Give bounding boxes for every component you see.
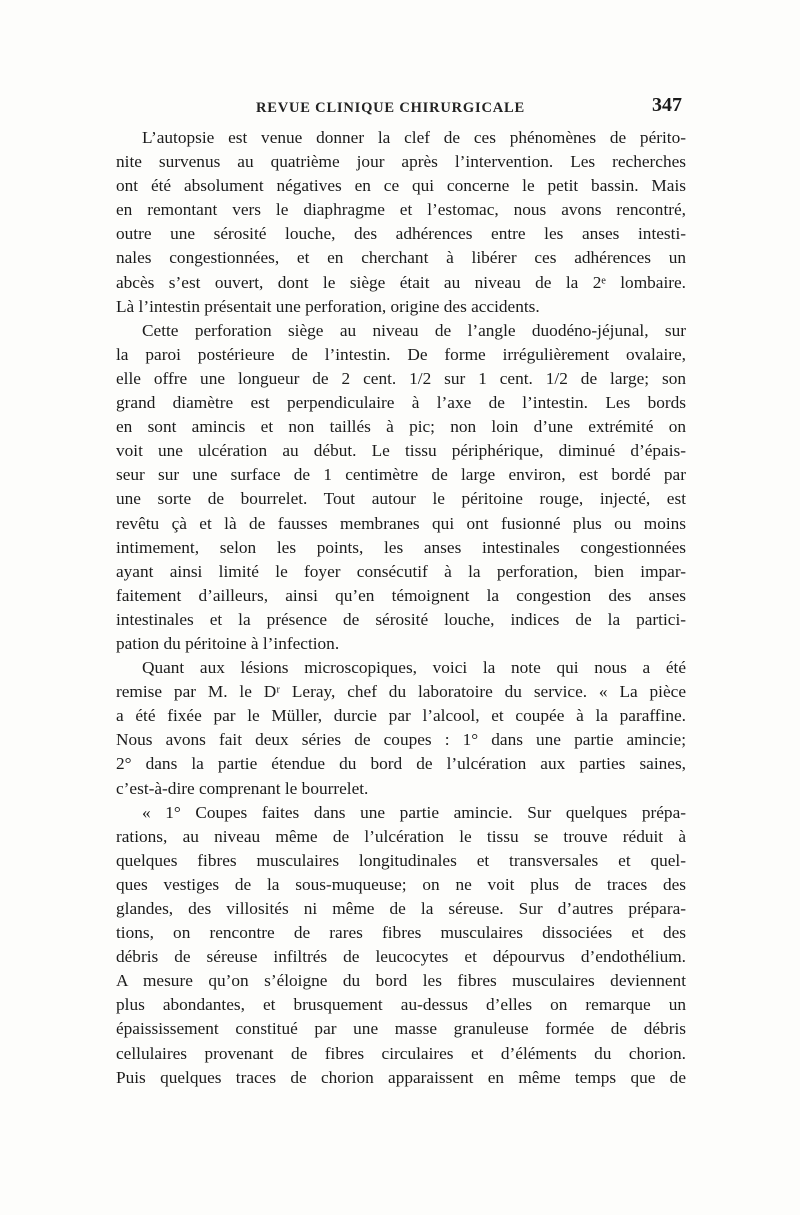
text-line: L’autopsie est venue donner la clef de ces phénomènes de périto- (142, 128, 686, 147)
text-line: A mesure qu’on s’éloigne du bord les fibres musculaires deviennent (116, 971, 686, 991)
text-line: débris de séreuse infiltrés de leucocytes et dépourvus d’endothélium. (116, 947, 686, 967)
page-number: 347 (652, 94, 682, 116)
text-line: voit une ulcération au début. Le tissu périphérique, diminué d’épais- (116, 441, 686, 461)
text-line: ques vestiges de la sous-muqueuse; on ne voit plus de traces des (116, 874, 686, 894)
text-line: tions, on rencontre de rares fibres musculaires dissociées et des (116, 923, 686, 943)
text-line: Cette perforation siège au niveau de l’angle duodéno-jéjunal, sur (142, 320, 686, 340)
text-line: Là l’intestin présentait une perforation, origine des accidents. (116, 296, 540, 316)
text-line: plus abondantes, et brusquement au-dessus d’elles on remarque un (116, 995, 686, 1015)
text-line: Quant aux lésions microscopiques, voici la note qui nous a été (142, 658, 686, 678)
text-line: nales congestionnées, et en cherchant à libérer ces adhérences un (116, 248, 686, 268)
text-line: intestinales et la présence de sérosité louche, indices de la partici- (116, 609, 686, 629)
text-line: épaississement constitué par une masse granuleuse formée de débris (116, 1019, 686, 1039)
text-line: a été fixée par le Müller, durcie par l’alcool, et coupée à la paraffine. (116, 706, 686, 726)
text-line: elle offre une longueur de 2 cent. 1/2 sur 1 cent. 1/2 de large; son (116, 368, 686, 388)
text-line: Puis quelques traces de chorion apparaissent en même temps que de (116, 1067, 686, 1087)
text-line: outre une sérosité louche, des adhérences entre les anses intesti- (116, 224, 686, 244)
text-line: glandes, des villosités ni même de la séreuse. Sur d’autres prépara- (116, 899, 686, 918)
text-line: grand diamètre est perpendiculaire à l’axe de l’intestin. Les bords (116, 393, 686, 413)
text-line: faitement d’ailleurs, ainsi qu’en témoignent la congestion des anses (116, 585, 686, 605)
text-line: remise par M. le Dʳ Leray, chef du laboratoire du service. « La pièce (116, 682, 686, 702)
text-line: ont été absolument négatives en ce qui concerne le petit bassin. Mais (116, 176, 686, 196)
text-line: 2° dans la partie étendue du bord de l’ulcération aux parties saines, (116, 754, 686, 774)
page-header (116, 94, 686, 122)
running-title: REVUE CLINIQUE CHIRURGICALE (256, 100, 525, 116)
text-line: ayant ainsi limité le foyer consécutif à la perforation, bien impar- (116, 561, 686, 581)
text-line: abcès s’est ouvert, dont le siège était au niveau de la 2ᵉ lombaire. (116, 272, 686, 292)
text-line: une sorte de bourrelet. Tout autour le péritoine rouge, injecté, est (116, 489, 686, 509)
text-line: c’est-à-dire comprenant le bourrelet. (116, 778, 369, 798)
text-line: nite survenus au quatrième jour après l’intervention. Les recherches (116, 152, 686, 172)
text-line: revêtu çà et là de fausses membranes qui ont fusionné plus ou moins (116, 513, 686, 533)
text-line: cellulaires provenant de fibres circulaires et d’éléments du chorion. (116, 1043, 686, 1063)
text-line: quelques fibres musculaires longitudinales et transversales et quel- (116, 850, 686, 870)
text-body (116, 126, 686, 1090)
text-line: intimement, selon les points, les anses intestinales congestionnées (116, 537, 686, 557)
text-line: en remontant vers le diaphragme et l’estomac, nous avons rencontré, (116, 200, 686, 220)
text-line: « 1° Coupes faites dans une partie amincie. Sur quelques prépa- (142, 802, 686, 822)
text-line: la paroi postérieure de l’intestin. De forme irrégulièrement ovalaire, (116, 344, 686, 364)
text-line: pation du péritoine à l’infection. (116, 633, 340, 653)
text-line: en sont amincis et non taillés à pic; non loin d’une extrémité on (116, 417, 686, 437)
text-line: rations, au niveau même de l’ulcération le tissu se trouve réduit à (116, 826, 686, 846)
text-line: Nous avons fait deux séries de coupes : 1° dans une partie amincie; (116, 730, 686, 750)
text-line: seur sur une surface de 1 centimètre de large environ, est bordé par (116, 465, 686, 485)
